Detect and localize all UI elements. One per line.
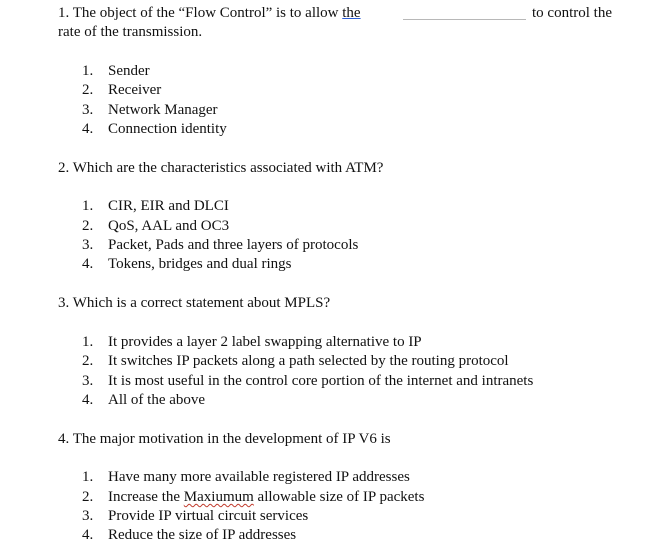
question-1-the: the [342, 5, 361, 21]
question-2: 2. Which are the characteristics associated with ATM? [58, 160, 384, 176]
question-1-line2: rate of the transmission. [58, 24, 203, 40]
list-item: 2. Increase the Maxiumum allowable size of IP packets [82, 489, 425, 505]
list-item: 1. It provides a layer 2 label swapping alternative to IP [82, 334, 422, 350]
list-item: 2. Receiver [82, 82, 162, 98]
list-item: 3. Provide IP virtual circuit services [82, 508, 309, 524]
list-item: 2. QoS, AAL and OC3 [82, 218, 230, 234]
list-item: 3. Packet, Pads and three layers of protocols [82, 237, 359, 253]
list-item: 1. CIR, EIR and DLCI [82, 198, 229, 214]
list-item: 1. Sender [82, 63, 150, 79]
list-item: 4. All of the above [82, 392, 206, 408]
list-item: 2. It switches IP packets along a path selected by the routing protocol [82, 353, 509, 369]
list-item: 4. Tokens, bridges and dual rings [82, 256, 292, 272]
question-4: 4. The major motivation in the development of IP V6 is [58, 431, 391, 447]
list-item: 3. Network Manager [82, 102, 218, 118]
list-item: 4. Reduce the size of IP addresses [82, 527, 297, 543]
question-1-text: 1. The object of the “Flow Control” is to allow [58, 5, 343, 21]
answer-blank[interactable] [403, 19, 526, 20]
list-item: 1. Have many more available registered IP addresses [82, 469, 410, 485]
list-item: 3. It is most useful in the control core portion of the internet and intranets [82, 373, 534, 389]
question-1 [58, 4, 361, 22]
question-3: 3. Which is a correct statement about MPLS? [58, 295, 331, 311]
question-1-suffix: to control the [532, 5, 612, 21]
spellcheck-word: Maxiumum [183, 489, 254, 505]
list-item: 4. Connection identity [82, 121, 227, 137]
